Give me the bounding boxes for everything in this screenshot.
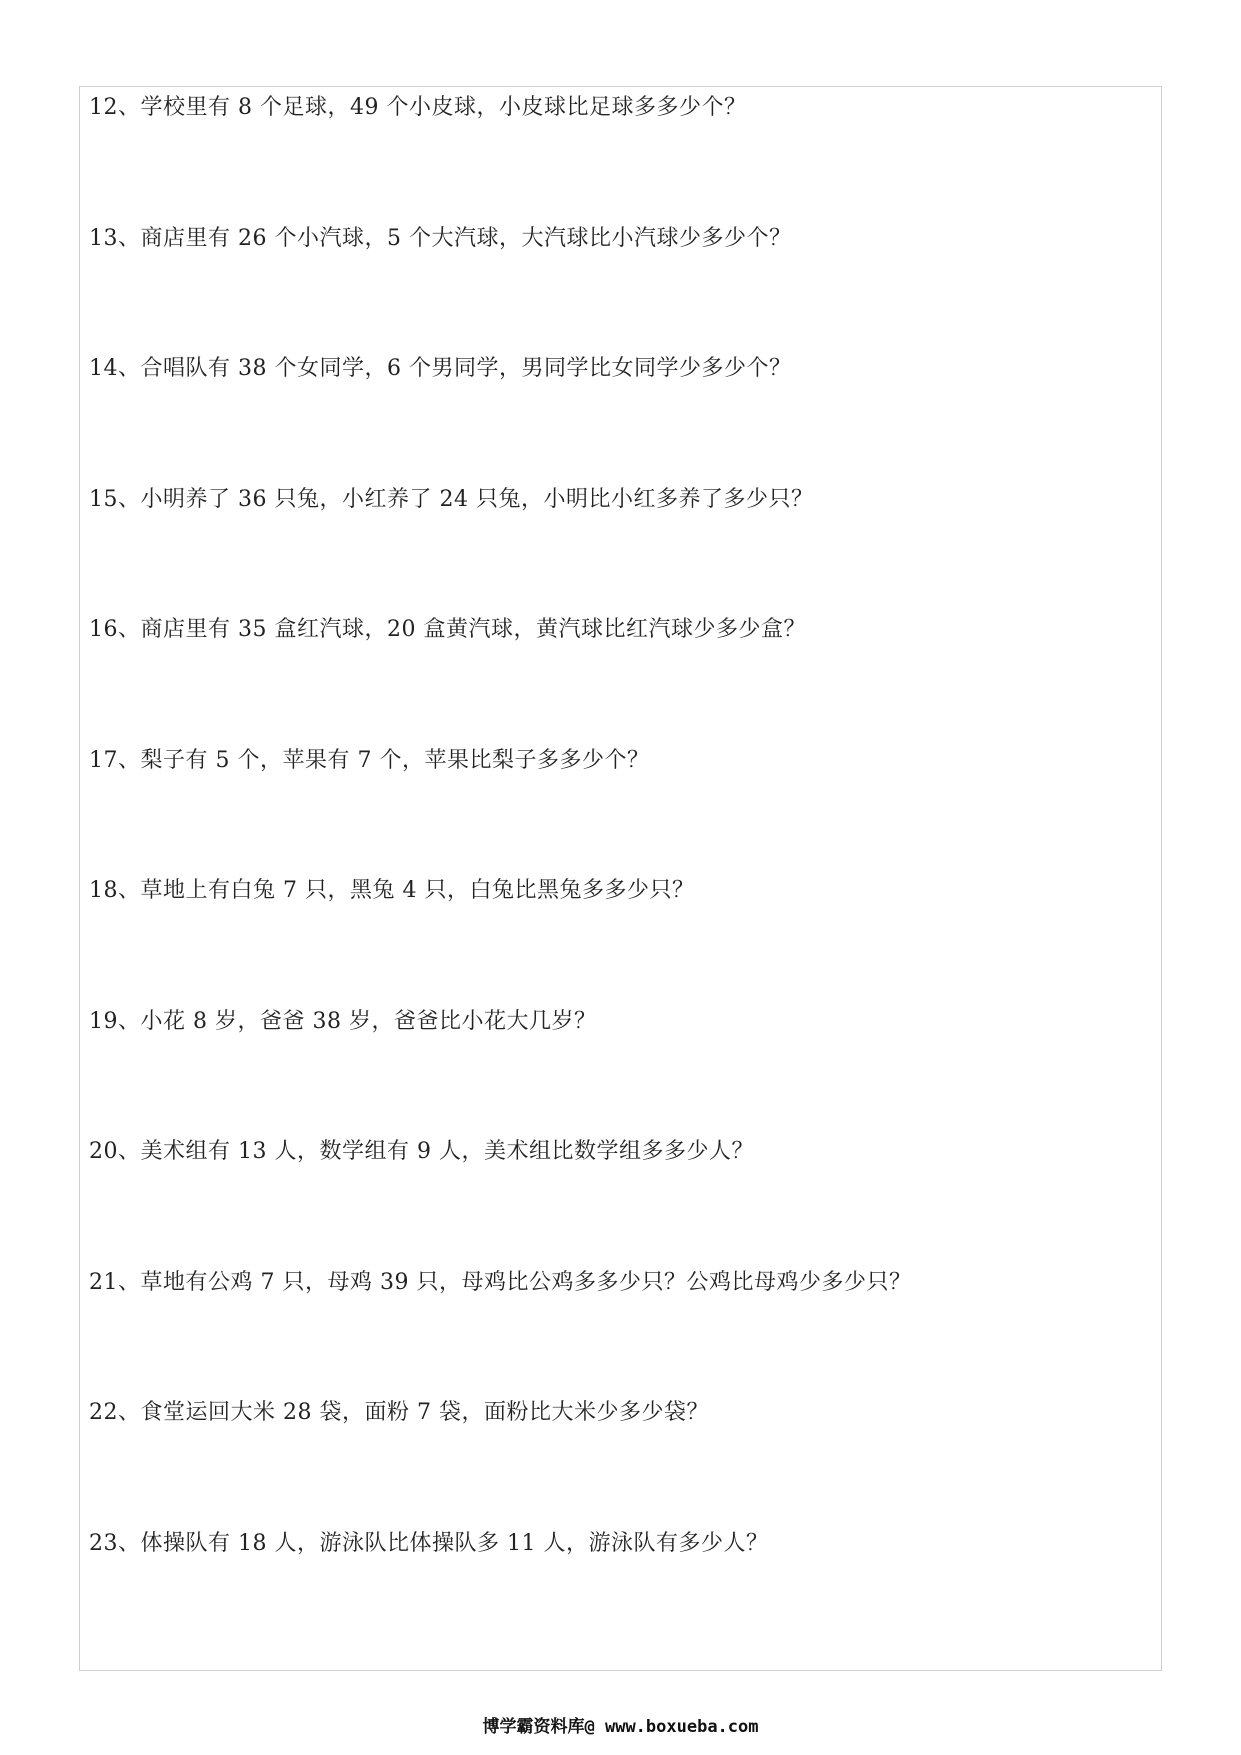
- question-item-23: 23、体操队有 18 人，游泳队比体操队多 11 人，游泳队有多少人？: [89, 1530, 769, 1556]
- question-list: [89, 86, 1149, 1652]
- question-item-12: 12、学校里有 8 个足球，49 个小皮球，小皮球比足球多多少个？: [89, 95, 747, 120]
- question-item-20: 20、美术组有 13 人，数学组有 9 人，美术组比数学组多多少人？: [89, 1139, 754, 1164]
- question-item-15: 15、小明养了 36 只兔，小红养了 24 只兔，小明比小红多养了多少只？: [89, 486, 814, 512]
- question-item-18: 18、草地上有白兔 7 只，黑兔 4 只，白兔比黑兔多多少只？: [89, 878, 695, 903]
- question-item-21: 21、草地有公鸡 7 只，母鸡 39 只，母鸡比公鸡多多少只？公鸡比母鸡少多少只？: [89, 1269, 912, 1295]
- question-item-19: 19、小花 8 岁，爸爸 38 岁，爸爸比小花大几岁？: [89, 1008, 597, 1034]
- question-item-14: 14、合唱队有 38 个女同学，6 个男同学，男同学比女同学少多少个？: [89, 356, 792, 381]
- footer-watermark: 博学霸资料库@ www.boxueba.com: [482, 1717, 759, 1737]
- question-item-13: 13、商店里有 26 个小汽球，5 个大汽球，大汽球比小汽球少多少个？: [89, 225, 792, 251]
- question-item-17: 17、梨子有 5 个，苹果有 7 个，苹果比梨子多多少个？: [89, 747, 650, 773]
- question-item-16: 16、商店里有 35 盒红汽球，20 盒黄汽球，黄汽球比红汽球少多少盒？: [89, 617, 806, 642]
- question-item-22: 22、食堂运回大米 28 袋，面粉 7 袋，面粉比大米少多少袋？: [89, 1400, 709, 1425]
